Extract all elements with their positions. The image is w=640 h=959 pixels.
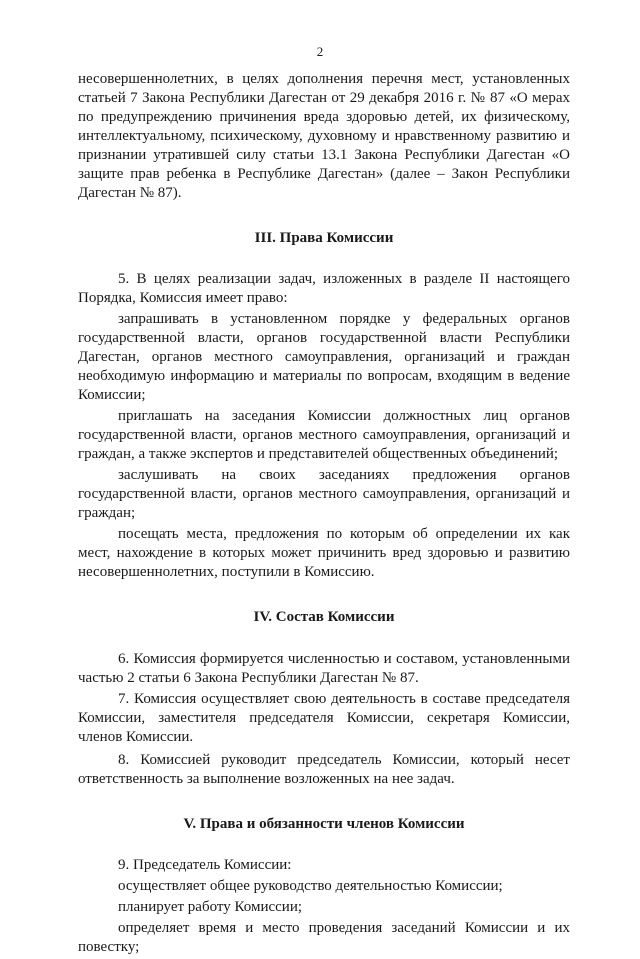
section-4-heading: IV. Состав Комиссии (253, 609, 395, 625)
paragraph-7: 7. Комиссия осуществляет свою деятельность в составе председателя Комиссии, заместителя председателя Комиссии, секретаря Комиссии, членов Комиссии. (78, 691, 570, 745)
section-3-heading: III. Права Комиссии (254, 230, 394, 246)
right-visit-places: посещать места, предложения по которым об определении их как мест, нахождение в которых может причинить вред здоровью и развитию несовершеннолетних, поступили в Комиссию. (78, 526, 570, 580)
chair-duty-plan-work: планирует работу Комиссии; (118, 899, 303, 915)
intro-paragraph: несовершеннолетних, в целях дополнения перечня мест, установленных статьей 7 Закона Республики Дагестан от 29 декабря 2016 г. № 87 «О мерах по предупреждению причинения вреда здоровью детей, их физическому, интеллектуальному, психическому, духовному и нравственному развитию и признании утратившей силу статьи 13.1 Закона Республики Дагестан «О защите прав ребенка в Республике Дагестан» (далее – Закон Республики Дагестан № 87). (78, 71, 570, 201)
right-hear-proposals: заслушивать на своих заседаниях предложения органов государственной власти, органов местного самоуправления, организаций и граждан; (78, 467, 570, 521)
chair-duty-general-management: осуществляет общее руководство деятельностью Комиссии; (118, 878, 503, 894)
chair-duty-schedule-meetings: определяет время и место проведения заседаний Комиссии и их повестку; (78, 920, 570, 955)
document-body (78, 70, 570, 959)
page-number: 2 (316, 44, 324, 59)
section-5-heading: V. Права и обязанности членов Комиссии (183, 816, 465, 832)
paragraph-9: 9. Председатель Комиссии: (118, 857, 292, 873)
paragraph-5: 5. В целях реализации задач, изложенных в разделе II настоящего Порядка, Комиссия имеет право: (78, 271, 570, 306)
paragraph-6: 6. Комиссия формируется численностью и составом, установленными частью 2 статьи 6 Закона Республики Дагестан № 87. (78, 651, 570, 686)
right-invite-officials: приглашать на заседания Комиссии должностных лиц органов государственной власти, органов местного самоуправления, организаций и граждан, а также экспертов и представителей общественных объединений; (78, 408, 570, 462)
paragraph-8: 8. Комиссией руководит председатель Комиссии, который несет ответственность за выполнение возложенных на нее задач. (78, 752, 570, 787)
right-request-info: запрашивать в установленном порядке у федеральных органов государственной власти, органов государственной власти Республики Дагестан, органов местного самоуправления, организаций и граждан необходимую информацию и материалы по вопросам, входящим в ведение Комиссии; (78, 311, 570, 403)
